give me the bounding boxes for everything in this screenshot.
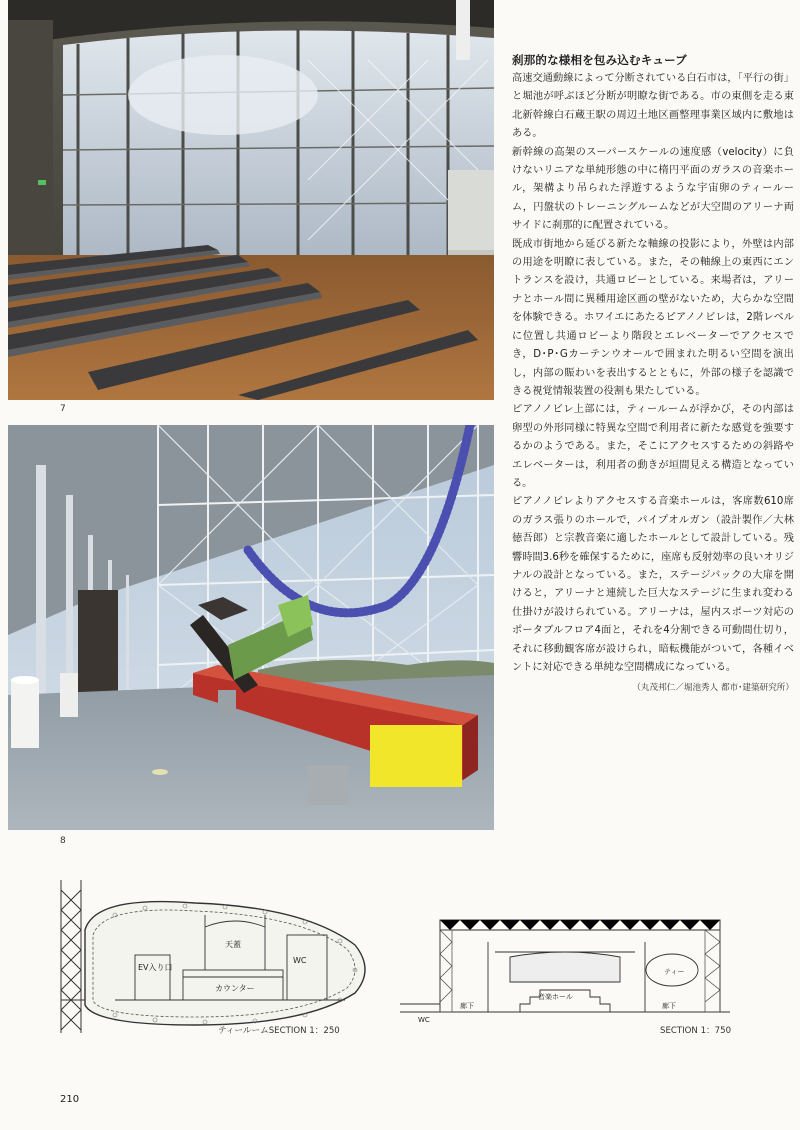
photo-piano-nobile [8, 425, 494, 830]
label-wc: WC [293, 956, 307, 965]
label-corridor-right: 廊下 [662, 1002, 676, 1010]
article-paragraph-4: ピアノノビレ上部には，ティールームが浮かび，その内部は卵型の外形同様に特異な空間で利用者に新たな感覚を強要するかのようである。また，そこにアクセスするための斜路やエレベーターは，利用者の動きが垣間見える構造となっている。 [512, 404, 794, 489]
article-text-column [512, 52, 794, 693]
photo-music-hall-interior [8, 0, 494, 400]
label-music-hall: 音楽ホール [538, 993, 573, 1001]
article-credit: （丸茂邦仁／堀池秀人 都市･建築研究所） [632, 683, 794, 694]
tearoom-section-drawing [55, 875, 375, 1035]
label-wc-right: WC [418, 1016, 430, 1024]
label-ceiling-canopy: 天蓋 [225, 940, 241, 949]
figure-number-8: 8 [60, 836, 66, 846]
page-number: 210 [60, 1094, 80, 1105]
article-heading: 刹那的な様相を包み込むキューブ [512, 53, 687, 67]
article-paragraph-2: 新幹線の高架のスーパースケールの速度感（velocity）に負けないリニアな単純形態の中に楕円平面のガラスの音楽ホール，架構より吊られた浮遊するような宇宙卵のティールーム，円盤状のトレーニングルームなどが大空間のアリーナ両サイドに刹那的に配置されている。 [512, 146, 794, 232]
tearoom-section-caption: ティールームSECTION 1：250 [218, 1026, 340, 1036]
figure-number-7: 7 [60, 404, 66, 414]
building-section-caption: SECTION 1：750 [660, 1026, 732, 1036]
building-section-drawing [400, 912, 730, 1032]
label-corridor-left: 廊下 [460, 1002, 474, 1010]
label-tearoom: ティー [664, 968, 685, 976]
article-paragraph-5: ピアノノビレよりアクセスする音楽ホールは，客席数610席のガラス張りのホールで，パイプオルガン（設計製作／大林徳吾郎）と宗教音楽に適したホールとして設計している。残響時間3.6秒を確保するために，座席も反射効率の良いオリジナルの設計となっている。また，ステージバックの大扉を開けると，アリーナと連続した巨大なステージに生まれ変わる仕掛けが設けられている。アリーナは，屋内スポーツ対応のポータブルフロア4面と，それを4分割できる可動間仕切り，それに移動観客席が設けられ，暗転機能がついて，各種イベントに対応できる単純な空間構成になっている。 [512, 496, 794, 673]
label-counter: カウンター [215, 984, 255, 993]
article-paragraph-3: 既成市街地から延びる新たな軸線の投影により，外壁は内部の用途を明瞭に表している。また，その軸線上の東西にエントランスを設け，共通ロビーとしている。来場者は，アリーナとホール間に異種用途区画の壁がないため，大らかな空間を体験できる。ホワイエにあたるピアノノビレは，2階レベルに位置し共通ロビーより階段とエレベーターでアクセスでき，D･P･Gカーテンウオールで囲まれた明るい空間を演出し，内部の賑わいを表出するとともに，外部の様子を認識できる視覚情報装置の役割も果たしている。 [512, 238, 794, 397]
label-ev-entrance: EV入り口 [138, 963, 173, 972]
article-paragraph-1: 高速交通動線によって分断されている白石市は，「平行の街」と堀池が呼ぶほど分断が明瞭な街である。市の東側を走る東北新幹線白石蔵王駅の周辺土地区画整理事業区域内に敷地はある。 [512, 73, 794, 140]
